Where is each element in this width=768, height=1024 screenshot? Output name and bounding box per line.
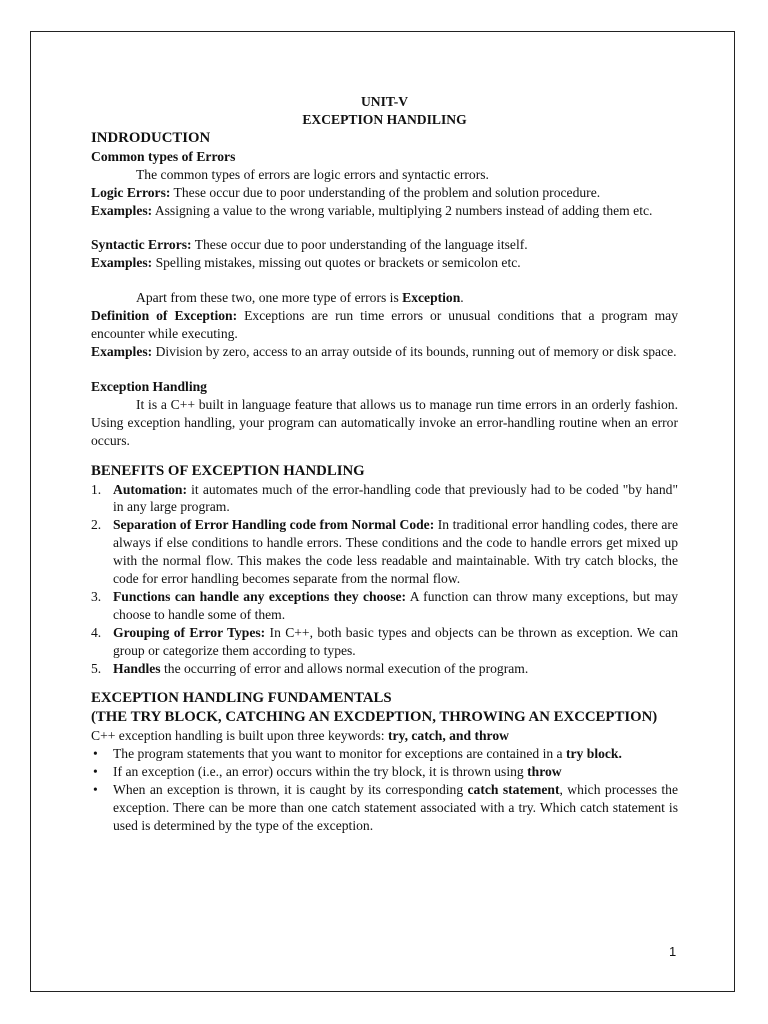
- intro-heading: INDRODUCTION: [91, 129, 211, 146]
- unit-label: UNIT-V: [360, 94, 409, 109]
- logic-errors-label: Logic Errors:: [91, 184, 171, 200]
- definition-examples-label: Examples:: [91, 343, 153, 359]
- benefits-list: [91, 481, 678, 678]
- keywords-bold: try, catch, and throw: [387, 728, 509, 744]
- syntactic-examples-label: Examples:: [91, 255, 153, 271]
- syntactic-errors-text: These occur due to poor understanding of the language itself.: [191, 237, 528, 253]
- syntactic-examples-paragraph: [91, 254, 678, 272]
- benefit-label: Automation:: [113, 481, 188, 497]
- benefit-text: In C++, both basic types and objects can be thrown as exception. We can group or categorize them according to types.: [113, 624, 678, 658]
- logic-examples-paragraph: [91, 202, 678, 220]
- logic-examples-text: Assigning a value to the wrong variable, multiplying 2 numbers instead of adding them etc.: [152, 202, 653, 218]
- definition-paragraph: [91, 307, 678, 343]
- benefit-label: Separation of Error Handling code from Normal Code:: [113, 517, 435, 533]
- list-item: [91, 481, 678, 517]
- exception-intro-text: Apart from these two, one more type of errors is: [136, 290, 403, 306]
- list-item: [91, 745, 678, 763]
- benefit-label: Handles: [113, 660, 161, 676]
- bullet-text: If an exception (i.e., an error) occurs within the try block, it is thrown using: [113, 764, 528, 780]
- exception-handling-heading: Exception Handling: [91, 378, 207, 394]
- bullet-icon: •: [93, 782, 98, 798]
- logic-examples-label: Examples:: [91, 202, 153, 218]
- list-item: [91, 624, 678, 660]
- list-number: 1.: [91, 481, 102, 497]
- page-number: 1: [669, 944, 677, 959]
- document-body: [91, 93, 678, 835]
- keywords-paragraph: [91, 727, 678, 745]
- keywords-text: C++ exception handling is built upon three keywords:: [91, 728, 388, 744]
- list-number: 5.: [91, 660, 102, 676]
- fundamentals-subheading: (THE TRY BLOCK, CATCHING AN EXCDEPTION, THROWING AN EXCCEPTION): [91, 709, 658, 726]
- bullet-text: When an exception is thrown, it is caught by its corresponding: [113, 782, 468, 798]
- bullet-text: The program statements that you want to monitor for exceptions are contained in a: [113, 746, 566, 762]
- logic-errors-paragraph: [91, 184, 678, 202]
- benefits-heading: BENEFITS OF EXCEPTION HANDLING: [91, 462, 365, 479]
- benefit-text: it automates much of the error-handling code that previously had to be coded "by hand" in any large program.: [113, 481, 678, 515]
- exception-intro-end: .: [460, 290, 464, 306]
- bullet-after: , which processes the exception. There can be more than one catch statement associated with a try. Which catch statement is used is determined by the type of the exception.: [113, 782, 678, 833]
- benefit-text: the occurring of error and allows normal execution of the program.: [160, 660, 529, 676]
- list-number: 4.: [91, 624, 102, 640]
- exception-intro-paragraph: [91, 289, 678, 307]
- fundamentals-bullet-list: [91, 745, 678, 835]
- list-item: [91, 588, 678, 624]
- list-number: 3.: [91, 588, 102, 604]
- bullet-bold: try block.: [566, 746, 622, 762]
- definition-examples-paragraph: [91, 343, 678, 361]
- logic-errors-text: These occur due to poor understanding of the problem and solution procedure.: [170, 184, 601, 200]
- bullet-bold: throw: [527, 764, 562, 780]
- document-title: EXCEPTION HANDILING: [302, 111, 467, 127]
- definition-text: Exceptions are run time errors or unusual conditions that a program may encounter while executing.: [91, 308, 678, 342]
- fundamentals-heading: EXCEPTION HANDLING FUNDAMENTALS: [91, 690, 392, 707]
- syntactic-errors-label: Syntactic Errors:: [91, 237, 192, 253]
- benefit-text: A function can throw many exceptions, but may choose to handle some of them.: [113, 588, 678, 622]
- definition-label: Definition of Exception:: [91, 308, 238, 324]
- benefit-text: In traditional error handling codes, there are always if else conditions to handle errors. These conditions and the code to handle errors get mixed up with the normal flow. This makes the code less readable and maintainable. With try catch blocks, the code for error handling becomes separate from the normal flow.: [113, 517, 678, 587]
- list-item: [91, 781, 678, 835]
- syntactic-examples-text: Spelling mistakes, missing out quotes or brackets or semicolon etc.: [152, 255, 521, 271]
- bullet-icon: •: [93, 746, 98, 762]
- list-item: [91, 516, 678, 588]
- syntactic-errors-paragraph: [91, 236, 678, 254]
- list-item: [91, 660, 678, 678]
- exception-handling-text: It is a C++ built in language feature that allows us to manage run time errors in an orderly fashion. Using exception handling, your program can automatically invoke an error-handling routine when an error occurs.: [91, 396, 678, 448]
- bullet-icon: •: [93, 764, 98, 780]
- benefit-label: Functions can handle any exceptions they choose:: [113, 588, 407, 604]
- list-item: [91, 763, 678, 781]
- common-errors-heading: Common types of Errors: [91, 148, 236, 164]
- list-number: 2.: [91, 517, 102, 533]
- bullet-bold: catch statement: [467, 782, 560, 798]
- definition-examples-text: Division by zero, access to an array outside of its bounds, running out of memory or disk space.: [152, 343, 677, 359]
- benefit-label: Grouping of Error Types:: [113, 624, 266, 640]
- common-errors-text: The common types of errors are logic errors and syntactic errors.: [136, 166, 489, 182]
- exception-intro-bold: Exception: [402, 290, 461, 306]
